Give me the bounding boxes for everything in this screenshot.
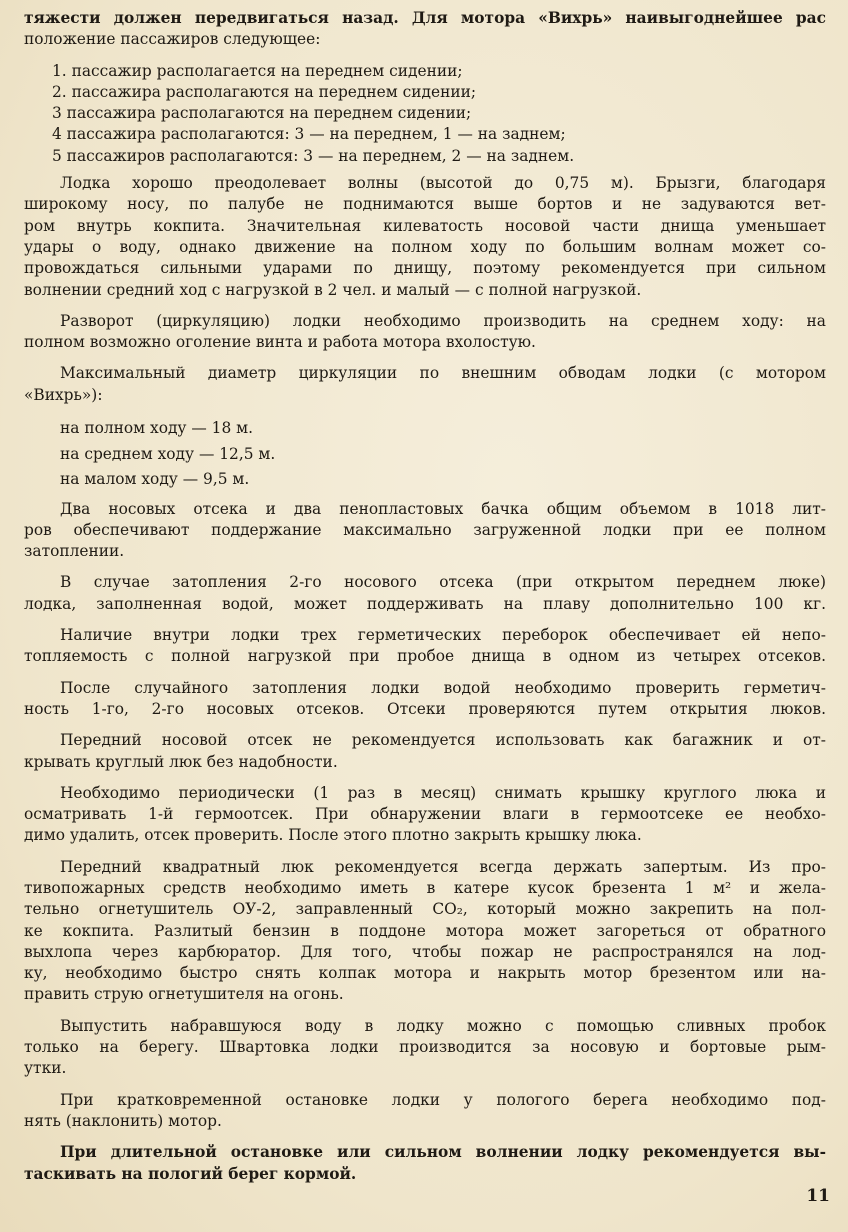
text-line: При длительной остановке или сильном волнении лодку рекомендуется вы-: [60, 1143, 826, 1162]
text-line: положение пассажиров следующее:: [24, 30, 321, 49]
text-line: ром внутрь кокпита. Значительная килеватость носовой части днища уменьшает: [24, 216, 826, 235]
text-line: Два носовых отсека и два пенопластовых бачка общим объемом в 1018 лит-: [60, 499, 826, 518]
text-line: крывать круглый люк без надобности.: [24, 752, 338, 771]
text-line: полном возможно оголение винта и работа мотора вхолостую.: [24, 333, 536, 352]
text-line: утки.: [24, 1059, 67, 1078]
paragraph-p7: [24, 678, 826, 721]
text-line: В случае затопления 2-го носового отсека (при открытом переднем люке): [60, 573, 826, 592]
text-line: Наличие внутри лодки трех герметических переборок обеспечивает ей непо-: [60, 626, 826, 645]
text-line: 2. пассажира располагаются на переднем сидении;: [52, 82, 477, 101]
text-line: провождаться сильными ударами по днищу, поэтому рекомендуется при сильном: [24, 259, 826, 278]
text-line: ке кокпита. Разлитый бензин в поддоне мотора может загореться от обратного: [24, 921, 826, 940]
text-line: ность 1-го, 2-го носовых отсеков. Отсеки проверяются путем открытия люков.: [24, 699, 826, 718]
text-line: тельно огнетушитель ОУ-2, заправленный CO₂, который можно закрепить на пол-: [24, 900, 826, 919]
paragraph-p10: [24, 857, 826, 1006]
text-line: ров обеспечивают поддержание максимально загруженной лодки при ее полном: [24, 520, 826, 539]
text-line: на полном ходу — 18 м.: [60, 419, 254, 438]
text-line: ку, необходимо быстро снять колпак мотора и накрыть мотор брезентом или на-: [24, 964, 826, 983]
paragraph-p6: [24, 625, 826, 668]
text-line: удары о воду, однако движение на полном ходу по большим волнам может со-: [24, 237, 826, 256]
text-line: «Вихрь»):: [24, 385, 103, 404]
text-line: После случайного затопления лодки водой необходимо проверить герметич-: [60, 678, 826, 697]
paragraph-p5: [24, 572, 826, 615]
paragraph-p0: [24, 8, 826, 51]
text-line: Лодка хорошо преодолевает волны (высотой до 0,75 м). Брызги, благодаря: [60, 174, 826, 193]
paragraph-p13: [24, 1142, 826, 1185]
text-line: димо удалить, отсек проверить. После этого плотно закрыть крышку люка.: [24, 826, 642, 845]
text-line: на среднем ходу — 12,5 м.: [60, 444, 276, 463]
text-line: править струю огнетушителя на огонь.: [24, 985, 344, 1004]
paragraph-p11: [24, 1016, 826, 1080]
page-number: 11: [806, 1186, 830, 1206]
speed-list: [24, 416, 826, 493]
text-line: только на берегу. Швартовка лодки производится за носовую и бортовые рым-: [24, 1038, 826, 1057]
text-line: 1. пассажир располагается на переднем сидении;: [52, 61, 463, 80]
text-line: 4 пассажира располагаются: 3 — на переднем, 1 — на заднем;: [52, 125, 566, 144]
text-line: 5 пассажиров располагаются: 3 — на переднем, 2 — на заднем.: [52, 146, 575, 165]
text-line: Передний носовой отсек не рекомендуется использовать как багажник и от-: [60, 731, 826, 750]
text-line: таскивать на пологий берег кормой.: [24, 1164, 357, 1183]
text-line: нять (наклонить) мотор.: [24, 1111, 222, 1130]
text-line: Разворот (циркуляцию) лодки необходимо производить на среднем ходу: на: [60, 311, 826, 330]
text-line: Выпустить набравшуюся воду в лодку можно с помощью сливных пробок: [60, 1016, 826, 1035]
text-line: осматривать 1-й гермоотсек. При обнаружении влаги в гермоотсеке ее необхо-: [24, 805, 826, 824]
text-line: 3 пассажира располагаются на переднем сидении;: [52, 104, 472, 123]
paragraph-p9: [24, 783, 826, 847]
page-text: [24, 8, 826, 1185]
text-line: затоплении.: [24, 542, 125, 561]
text-line: Передний квадратный люк рекомендуется всегда держать запертым. Из про-: [60, 857, 826, 876]
text-line: При кратковременной остановке лодки у пологого берега необходимо под-: [60, 1090, 826, 1109]
text-line: тивопожарных средств необходимо иметь в катере кусок брезента 1 м² и жела-: [24, 879, 826, 897]
text-line: топляемость с полной нагрузкой при пробое днища в одном из четырех отсеков.: [24, 647, 826, 666]
text-line: волнении средний ход с нагрузкой в 2 чел. и малый — с полной нагрузкой.: [24, 280, 642, 299]
paragraph-p3: [24, 363, 826, 406]
text-line: широкому носу, по палубе не поднимаются выше бортов и не задуваются вет-: [24, 195, 826, 214]
paragraph-p1: [24, 173, 826, 301]
text-line: на малом ходу — 9,5 м.: [60, 470, 250, 489]
text-line: лодка, заполненная водой, может поддерживать на плаву дополнительно 100 кг.: [24, 594, 826, 613]
text-line: выхлопа через карбюратор. Для того, чтобы пожар не распространялся на лод-: [24, 942, 826, 961]
text-line: Максимальный диаметр циркуляции по внешним обводам лодки (с мотором: [60, 364, 826, 383]
text-line: тяжести должен передвигаться назад. Для мотора «Вихрь» наивыгоднейшее рас: [24, 9, 826, 27]
paragraph-p2: [24, 311, 826, 354]
paragraph-p12: [24, 1090, 826, 1133]
paragraph-p8: [24, 730, 826, 773]
paragraph-p4: [24, 499, 826, 563]
passenger-list: [24, 61, 826, 167]
text-line: Необходимо периодически (1 раз в месяц) снимать крышку круглого люка и: [60, 783, 826, 802]
